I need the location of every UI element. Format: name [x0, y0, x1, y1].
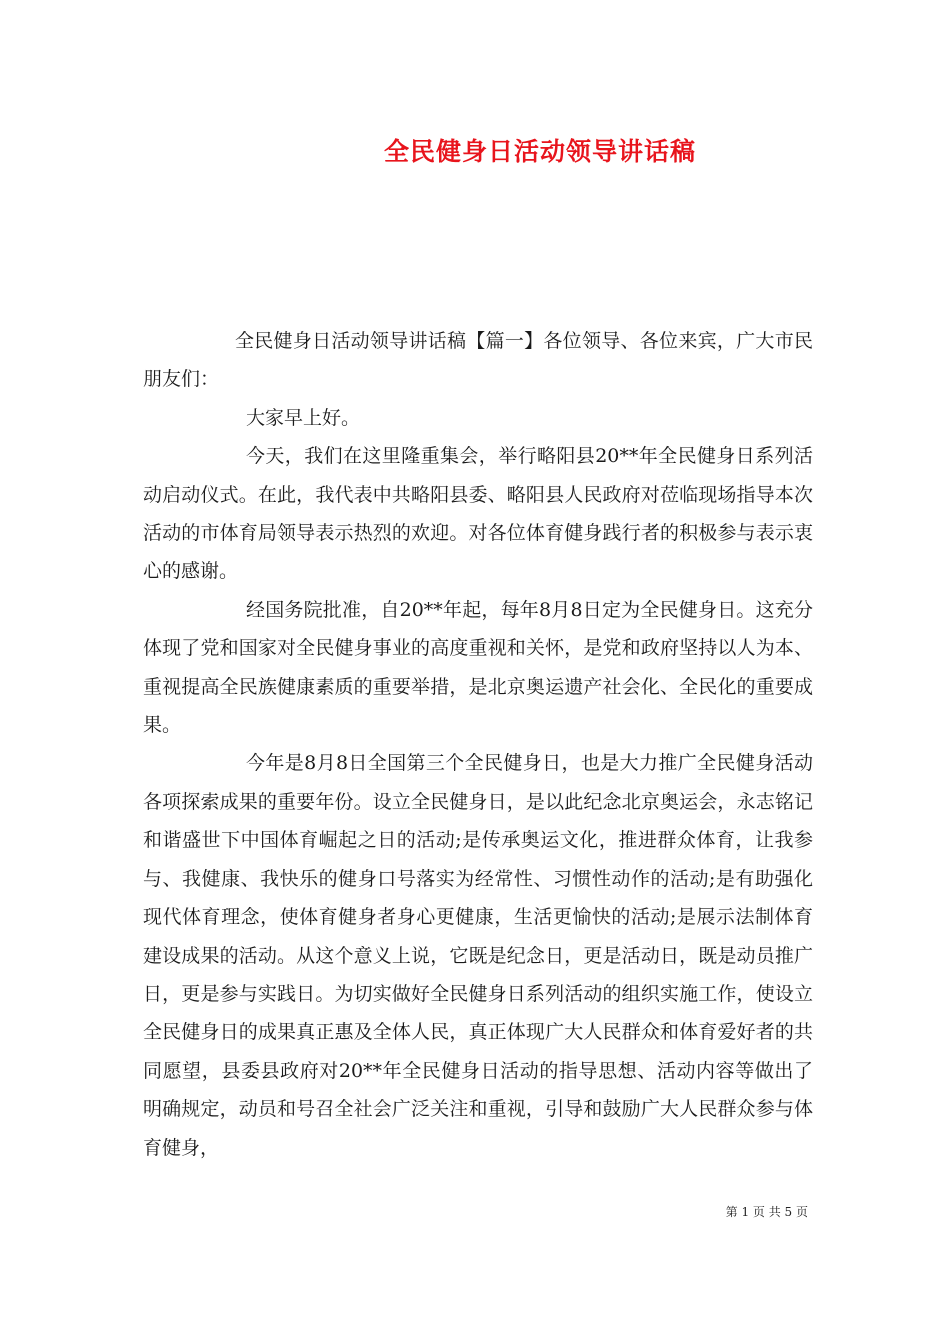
document-body — [143, 322, 813, 1167]
paragraph-opening: 全民健身日活动领导讲话稿【篇一】各位领导、各位来宾，广大市民朋友们： — [143, 330, 813, 391]
document-title: 全民健身日活动领导讲话稿 — [383, 137, 696, 166]
paragraph-ceremony: 今天，我们在这里隆重集会，举行略阳县20**年全民健身日系列活动启动仪式。在此，我代表中共略阳县委、略阳县人民政府对莅临现场指导本次活动的市体育局领导表示热烈的欢迎。对各位体育健身践行者的积极参与表示衷心的感谢。 — [143, 445, 813, 583]
paragraph-greeting: 大家早上好。 — [246, 406, 361, 429]
paragraph-approval: 经国务院批准，自20**年起，每年8月8日定为全民健身日。这充分体现了党和国家对全民健身事业的高度重视和关怀，是党和政府坚持以人为本、重视提高全民族健康素质的重要举措，是北京奥运遗产社会化、全民化的重要成果。 — [143, 598, 813, 737]
paragraph-significance: 今年是8月8日全国第三个全民健身日，也是大力推广全民健身活动各项探索成果的重要年份。设立全民健身日，是以此纪念北京奥运会，永志铭记和谐盛世下中国体育崛起之日的活动;是传承奥运文化，推进群众体育，让我参与、我健康、我快乐的健身口号落实为经常性、习惯性动作的活动;是有助强化现代体育理念，使体育健身者身心更健康，生活更愉快的活动;是展示法制体育建设成果的活动。从这个意义上说，它既是纪念日，更是活动日，既是动员推广日，更是参与实践日。为切实做好全民健身日系列活动的组织实施工作，使设立全民健身日的成果真正惠及全体人民，真正体现广大人民群众和体育爱好者的共同愿望，县委县政府对20**年全民健身日活动的指导思想、活动内容等做出了明确规定，动员和号召全社会广泛关注和重视，引导和鼓励广大人民群众参与体育健身， — [143, 752, 813, 1159]
page-number: 第 1 页 共 5 页 — [725, 1205, 808, 1219]
